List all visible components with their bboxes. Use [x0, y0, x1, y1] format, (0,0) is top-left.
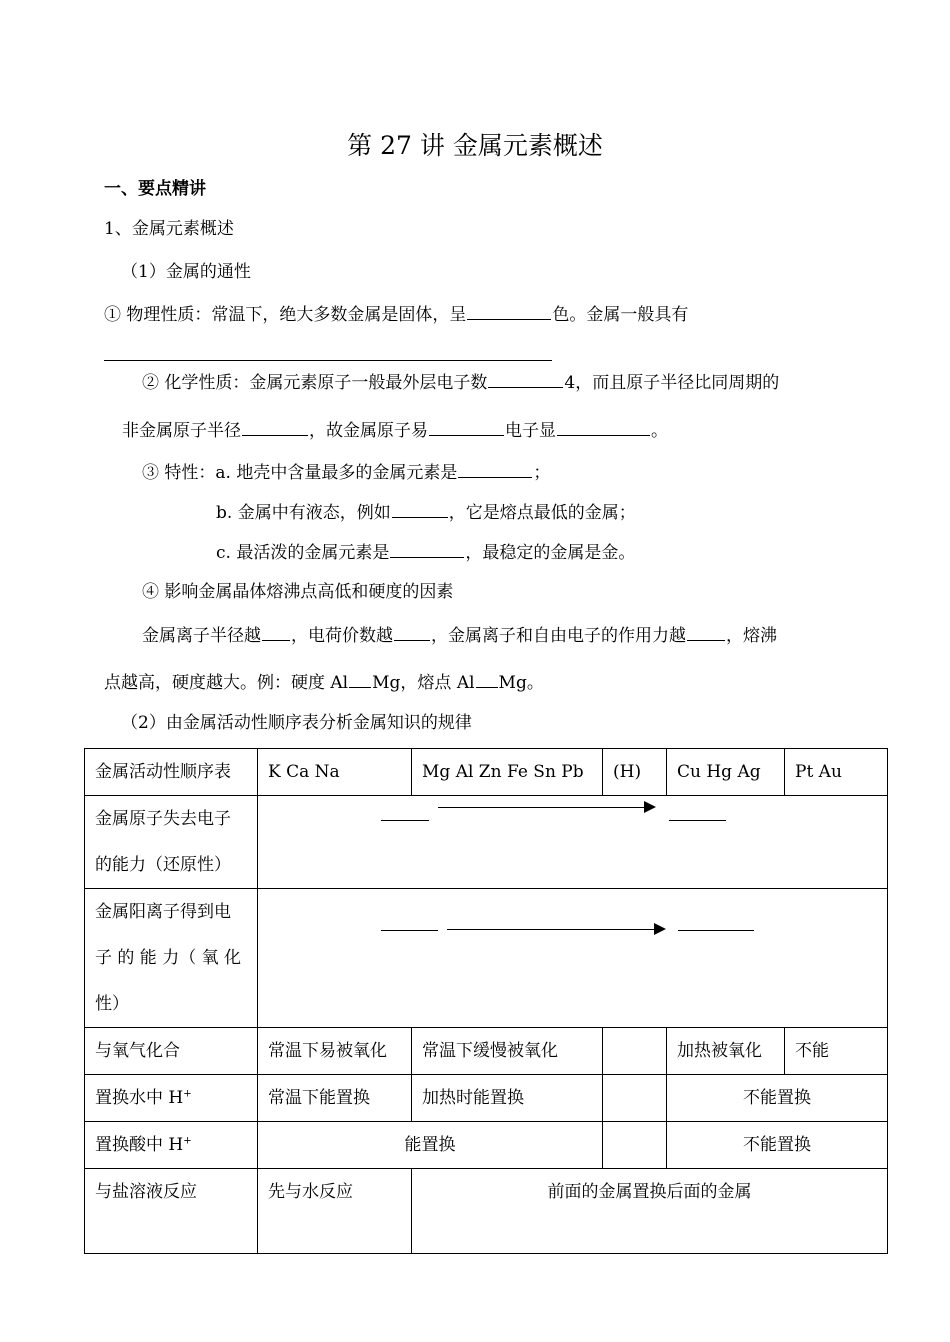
- cell-line: 子 的 能 力（ 氧 化: [95, 948, 242, 968]
- paragraph-factors-detail: [142, 626, 777, 645]
- text: Mg。: [498, 673, 544, 693]
- blank-line: [488, 373, 563, 388]
- paragraph-chemical: [142, 373, 779, 392]
- text: ③ 特性：a. 地壳中含量最多的金属元素是: [142, 463, 458, 483]
- blank-line: [458, 463, 532, 478]
- table-cell: [603, 1028, 667, 1075]
- table-row: [85, 1122, 888, 1169]
- blank-line: [669, 820, 726, 821]
- table-cell: [603, 1075, 667, 1122]
- subheading-1-2: （2）由金属活动性顺序表分析金属知识的规律: [121, 713, 472, 733]
- arrow-line: [447, 929, 655, 930]
- paragraph-chemical-cont: [122, 421, 668, 440]
- text: b. 金属中有液态，例如: [216, 503, 391, 523]
- text: Mg，熔点 Al: [372, 673, 475, 693]
- table-row: [85, 1028, 888, 1075]
- cell-line: 的能力（还原性）: [95, 855, 231, 875]
- paragraph-property-b: [216, 503, 636, 522]
- text: ，熔沸: [726, 626, 777, 646]
- paragraph-property-c: [216, 543, 635, 562]
- table-cell: 与氧气化合: [85, 1028, 258, 1075]
- blank-line: [242, 421, 308, 436]
- blank-line: [687, 626, 725, 641]
- text: 色。金属一般具有: [552, 305, 689, 325]
- table-cell: 不能置换: [667, 1122, 888, 1169]
- arrow-cell: [258, 889, 888, 1028]
- table-cell: [85, 1122, 258, 1169]
- text: 非金属原子半径: [122, 421, 241, 441]
- paragraph-factors: ④ 影响金属晶体熔沸点高低和硬度的因素: [142, 582, 454, 602]
- text: ，电荷价数越: [291, 626, 393, 646]
- table-row: [85, 1075, 888, 1122]
- subheading-1-1: （1）金属的通性: [121, 262, 251, 282]
- cell-line: 金属原子失去电子: [95, 809, 231, 829]
- table-row: [85, 796, 888, 889]
- blank-line: [678, 930, 754, 931]
- table-cell: 能置换: [258, 1122, 603, 1169]
- blank-line: [381, 820, 429, 821]
- table-cell: [85, 796, 258, 889]
- blank-line: [104, 360, 552, 361]
- cell-text: 置换水中 H: [95, 1088, 184, 1108]
- text: 4，而且原子半径比同周期的: [564, 373, 780, 393]
- blank-line: [262, 626, 290, 641]
- table-cell: [85, 1075, 258, 1122]
- table-cell: 先与水反应: [258, 1169, 412, 1254]
- cell-line: 金属阳离子得到电: [95, 902, 231, 922]
- table-cell: 与盐溶液反应: [85, 1169, 258, 1254]
- blank-line: [390, 543, 464, 558]
- table-cell: 不能: [785, 1028, 888, 1075]
- arrow-head-icon: [644, 801, 656, 813]
- cell-text: 置换酸中 H: [95, 1135, 184, 1155]
- table-cell: [603, 1122, 667, 1169]
- text: 。: [651, 421, 668, 441]
- text: c. 最活泼的金属元素是: [216, 543, 390, 563]
- text: ，故金属原子易: [309, 421, 428, 441]
- blank-line: [467, 305, 551, 320]
- table-cell: 加热时能置换: [412, 1075, 603, 1122]
- text: ，它是熔点最低的金属；: [448, 503, 636, 523]
- blank-line: [557, 421, 650, 436]
- table-cell: (H): [603, 749, 667, 796]
- table-cell: 不能置换: [667, 1075, 888, 1122]
- blank-line: [349, 673, 371, 688]
- paragraph-physical: [104, 305, 688, 324]
- text: ；: [533, 463, 551, 483]
- text: ，金属离子和自由电子的作用力越: [431, 626, 686, 646]
- arrow-head-icon: [654, 923, 666, 935]
- table-cell: 前面的金属置换后面的金属: [412, 1169, 888, 1254]
- table-row: [85, 1169, 888, 1254]
- table-cell: 常温下易被氧化: [258, 1028, 412, 1075]
- blank-line: [381, 930, 438, 931]
- table-cell: 加热被氧化: [667, 1028, 785, 1075]
- text: 点越高，硬度越大。例：硬度 Al: [104, 673, 349, 693]
- arrow-cell: [258, 796, 888, 889]
- text: 金属离子半径越: [142, 626, 261, 646]
- paragraph-factors-detail-cont: [104, 673, 544, 692]
- superscript-plus: +: [183, 1088, 192, 1100]
- subheading-1: 1、金属元素概述: [104, 219, 234, 239]
- blank-line: [429, 421, 504, 436]
- cell-line: 性）: [95, 994, 129, 1014]
- blank-line: [476, 673, 498, 688]
- table-cell: [85, 889, 258, 1028]
- table-row: [85, 889, 888, 1028]
- page-title: 第 27 讲 金属元素概述: [347, 131, 603, 160]
- table-row: [85, 749, 888, 796]
- text: ，最稳定的金属是金。: [465, 543, 636, 563]
- text: ① 物理性质：常温下，绝大多数金属是固体，呈: [104, 305, 467, 325]
- arrow-line: [438, 807, 646, 808]
- table-cell: 常温下能置换: [258, 1075, 412, 1122]
- table-cell: Pt Au: [785, 749, 888, 796]
- paragraph-property-a: [142, 463, 550, 482]
- blank-line: [392, 503, 448, 518]
- table-cell: 常温下缓慢被氧化: [412, 1028, 603, 1075]
- text: ② 化学性质：金属元素原子一般最外层电子数: [142, 373, 488, 393]
- section-heading: 一、要点精讲: [104, 179, 206, 199]
- table-cell: 金属活动性顺序表: [85, 749, 258, 796]
- text: 电子显: [505, 421, 556, 441]
- table-cell: K Ca Na: [258, 749, 412, 796]
- table-cell: Cu Hg Ag: [667, 749, 785, 796]
- table-cell: Mg Al Zn Fe Sn Pb: [412, 749, 603, 796]
- blank-line: [394, 626, 430, 641]
- superscript-plus: +: [183, 1135, 192, 1147]
- activity-series-table: [84, 748, 888, 1254]
